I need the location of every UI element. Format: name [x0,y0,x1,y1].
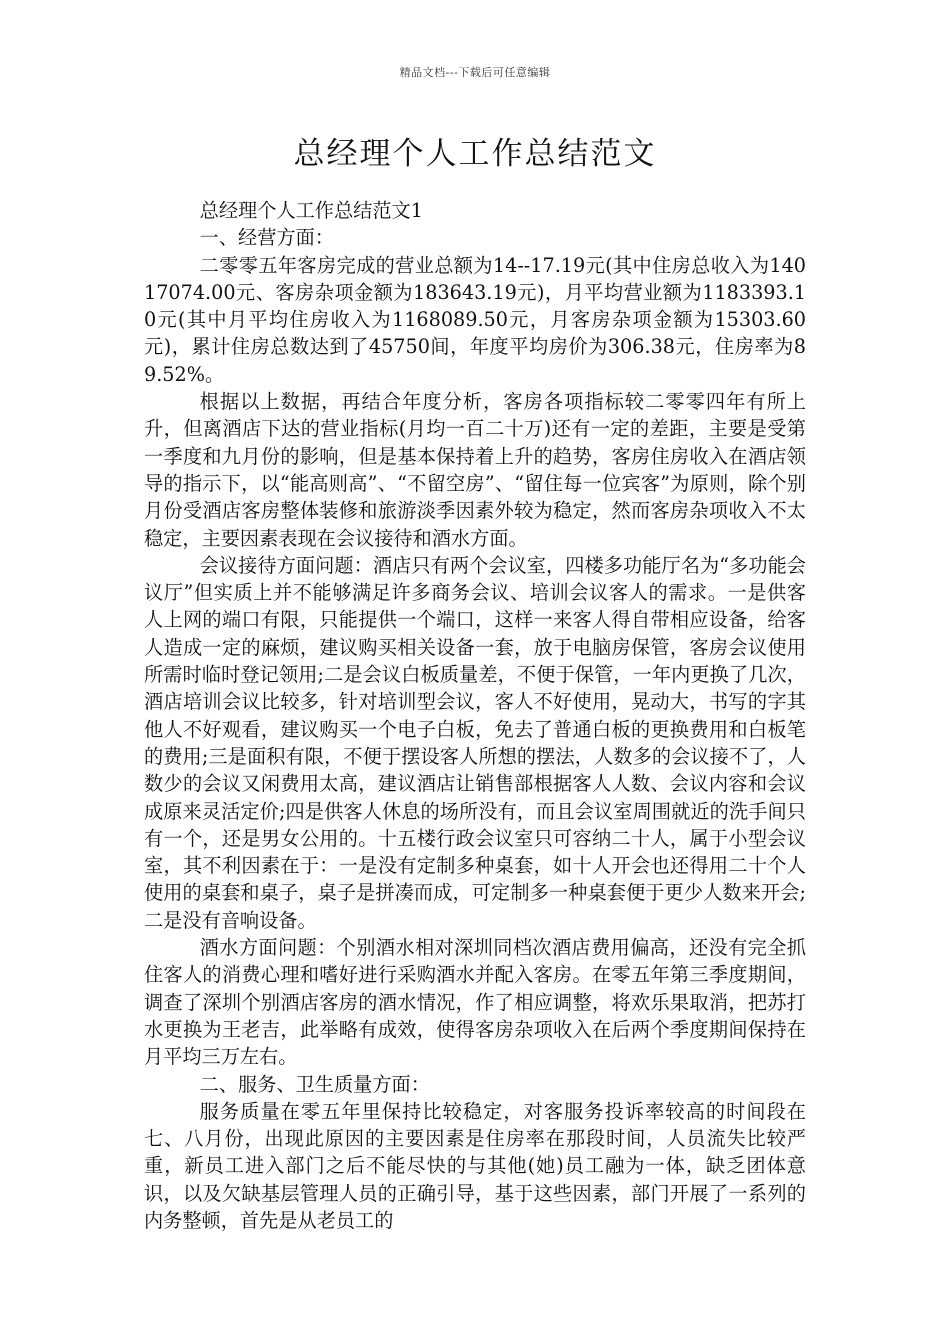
paragraph: 根据以上数据，再结合年度分析，客房各项指标较二零零四年有所上升，但离酒店下达的营业指标(月均一百二十万)还有一定的差距，主要是受第一季度和九月份的影响，但是基本保持着上升的趋势，客房住房收入在酒店领导的指示下，以“能高则高”、“不留空房”、“留住每一位宾客”为原则，除个别月份受酒店客房整体装修和旅游淡季因素外较为稳定，然而客房杂项收入不太稳定，主要因素表现在会议接待和酒水方面。 [144,390,806,550]
paragraph: 二零零五年客房完成的营业总额为14--17.19元(其中住房总收入为14017074.00元、客房杂项金额为183643.19元)，月平均营业额为1183393.10元(其中月平均住房收入为1168089.50元，月客房杂项金额为15303.60元)，累计住房总数达到了45750间，年度平均房价为306.38元，住房率为89.52%。 [144,253,806,386]
document-body [144,197,806,1234]
paragraph: 会议接待方面问题：酒店只有两个会议室，四楼多功能厅名为“多功能会议厅”但实质上并不能够满足许多商务会议、培训会议客人的需求。一是供客人上网的端口有限，只能提供一个端口，这样一来客人得自带相应设备，给客人造成一定的麻烦，建议购买相关设备一套，放于电脑房保管，客房会议使用所需时临时登记领用;二是会议白板质量差，不便于保管，一年内更换了几次，酒店培训会议比较多，针对培训型会议，客人不好使用，晃动大，书写的字其他人不好观看，建议购买一个电子白板，免去了普通白板的更换费用和白板笔的费用;三是面积有限，不便于摆设客人所想的摆法，人数多的会议接不了，人数少的会议又闲费用太高，建议酒店让销售部根据客人人数、会议内容和会议成原来灵活定价;四是供客人休息的场所没有，而且会议室周围就近的洗手间只有一个，还是男女公用的。十五楼行政会议室只可容纳二十人，属于小型会议室，其不利因素在于：一是没有定制多种桌套，如十人开会也还得用二十个人使用的桌套和桌子，桌子是拼凑而成，可定制多一种桌套便于更少人数来开会;二是没有音响设备。 [144,553,806,932]
document-title: 总经理个人工作总结范文 [293,136,657,172]
paragraph: 服务质量在零五年里保持比较稳定，对客服务投诉率较高的时间段在七、八月份，出现此原因的主要因素是住房率在那段时间，人员流失比较严重，新员工进入部门之后不能尽快的与其他(她)员工融为一体，缺乏团体意识，以及欠缺基层管理人员的正确引导，基于这些因素，部门开展了一系列的内务整顿，首先是从老员工的 [144,1099,806,1232]
section-heading-service: 二、服务、卫生质量方面： [199,1072,430,1096]
section-heading-business: 一、经营方面： [199,226,334,250]
paragraph-subtitle: 总经理个人工作总结范文1 [199,199,423,222]
paragraph: 酒水方面问题：个别酒水相对深圳同档次酒店费用偏高，还没有完全抓住客人的消费心理和嗜好进行采购酒水并配入客房。在零五年第三季度期间，调查了深圳个别酒店客房的酒水情况，作了相应调整，将欢乐果取消，把苏打水更换为王老吉，此举略有成效，使得客房杂项收入在后两个季度期间保持在月平均三万左右。 [144,936,806,1069]
header-note: 精品文档---下载后可任意编辑 [399,66,551,79]
